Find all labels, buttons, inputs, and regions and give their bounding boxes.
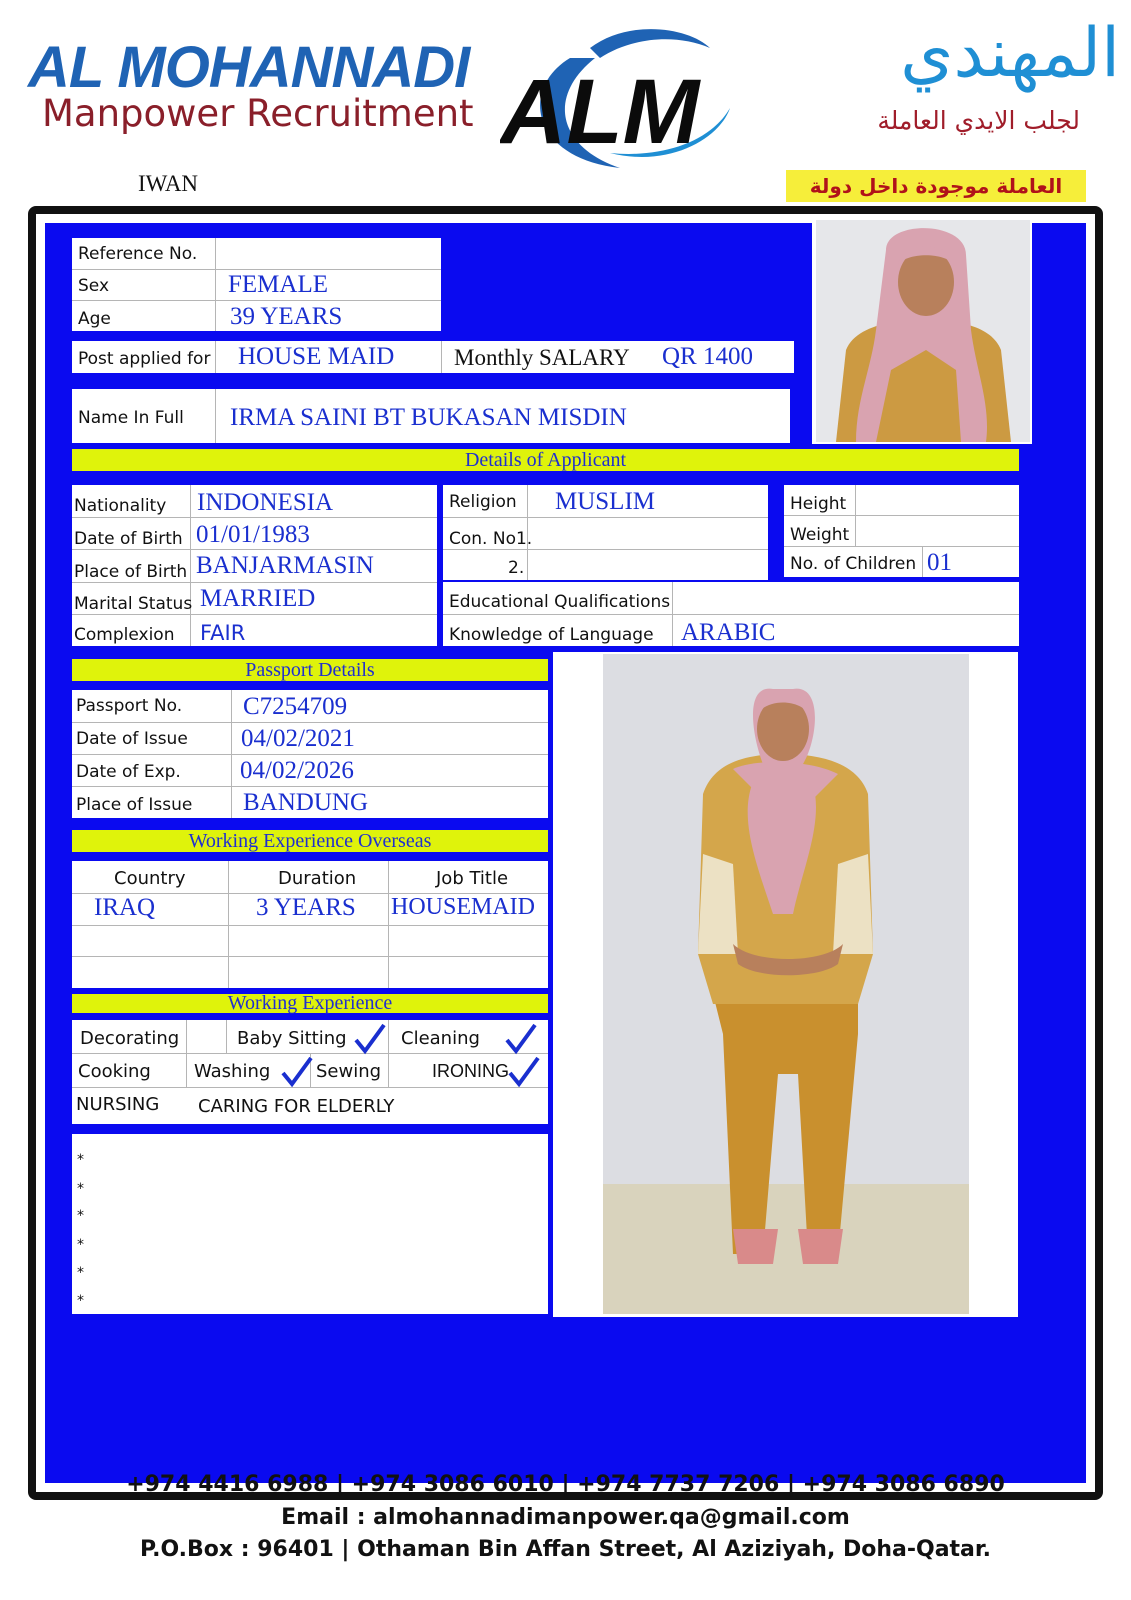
overseas-duration-value: 3 YEARS — [256, 894, 356, 921]
skill-washing: Washing — [194, 1061, 271, 1082]
marital-value: MARRIED — [200, 585, 316, 612]
name-value: IRMA SAINI BT BUKASAN MISDIN — [230, 404, 627, 431]
post-label: Post applied for — [78, 349, 211, 369]
agent-name: IWAN — [138, 171, 199, 196]
overseas-header-job: Job Title — [436, 868, 509, 889]
religion-label: Religion — [449, 492, 517, 512]
footer-phones: +974 4416 6988 | +974 3086 6010 | +974 7737 7206 | +974 3086 6890 — [126, 1472, 1005, 1497]
dob-label: Date of Birth — [74, 529, 183, 549]
height-label: Height — [790, 494, 847, 514]
reference-label: Reference No. — [78, 244, 198, 264]
logo-subtitle: Manpower Recruitment — [42, 92, 474, 135]
passport-band: Passport Details — [72, 659, 548, 681]
name-label: Name In Full — [78, 408, 184, 428]
check-mark-icon — [352, 1022, 388, 1056]
complexion-label: Complexion — [74, 625, 175, 645]
expiry-date-label: Date of Exp. — [76, 762, 181, 782]
issue-place-value: BANDUNG — [243, 789, 368, 816]
issue-date-value: 04/02/2021 — [241, 725, 355, 752]
skill-cleaning: Cleaning — [401, 1028, 480, 1049]
expiry-date-value: 04/02/2026 — [240, 757, 354, 784]
age-label: Age — [78, 309, 111, 329]
notes-box — [72, 1134, 548, 1314]
contact-1-label: Con. No1. — [449, 529, 533, 549]
overseas-header-duration: Duration — [278, 868, 357, 889]
age-value: 39 YEARS — [230, 303, 343, 330]
check-mark-icon — [279, 1055, 315, 1089]
pob-value: BANJARMASIN — [196, 552, 374, 579]
skill-ironing: IRONING — [432, 1061, 510, 1081]
company-logo-arabic — [740, 14, 1120, 154]
issue-place-label: Place of Issue — [76, 795, 193, 815]
company-logo-english — [28, 34, 498, 144]
nationality-label: Nationality — [74, 496, 167, 516]
weight-label: Weight — [790, 525, 850, 545]
language-label: Knowledge of Language — [449, 625, 654, 645]
marital-label: Marital Status — [74, 594, 193, 614]
applicant-full-body-photo — [603, 654, 969, 1314]
check-mark-icon — [506, 1055, 542, 1089]
children-label: No. of Children — [790, 554, 917, 574]
issue-date-label: Date of Issue — [76, 729, 188, 749]
sex-value: FEMALE — [228, 271, 328, 298]
note-bullet: * — [77, 1237, 84, 1253]
logo-arabic-title: المهندي — [900, 14, 1120, 93]
logo-arabic-subtitle: لجلب الايدي العاملة — [877, 106, 1080, 135]
skill-caring-elderly: CARING FOR ELDERLY — [198, 1096, 395, 1117]
overseas-header-country: Country — [114, 868, 186, 889]
salary-value: QR 1400 — [662, 343, 753, 370]
complexion-value: FAIR — [200, 621, 246, 645]
passport-number-value: C7254709 — [243, 693, 348, 720]
applicant-portrait-photo — [816, 220, 1030, 442]
overseas-country-value: IRAQ — [94, 894, 156, 921]
note-bullet: * — [77, 1265, 84, 1281]
alm-logo-mark — [500, 18, 735, 178]
dob-value: 01/01/1983 — [196, 521, 310, 548]
logo-mark-text: ALM — [500, 61, 700, 163]
pob-label: Place of Birth — [74, 562, 188, 582]
post-value: HOUSE MAID — [238, 343, 395, 370]
logo-title: AL MOHANNADI — [28, 35, 470, 100]
note-bullet: * — [77, 1152, 84, 1168]
contact-2-label: 2. — [508, 558, 525, 578]
education-label: Educational Qualifications — [449, 592, 671, 612]
passport-number-label: Passport No. — [76, 696, 183, 716]
skill-nursing: NURSING — [76, 1094, 160, 1115]
overseas-band: Working Experience Overseas — [72, 830, 548, 852]
note-bullet: * — [77, 1208, 84, 1224]
details-band: Details of Applicant — [72, 449, 1019, 471]
salary-label: Monthly SALARY — [454, 345, 630, 370]
note-bullet: * — [77, 1293, 84, 1309]
children-value: 01 — [927, 549, 952, 576]
nationality-value: INDONESIA — [197, 489, 334, 516]
skill-baby-sitting: Baby Sitting — [237, 1028, 347, 1049]
location-note: العاملة موجودة داخل دولة — [786, 170, 1086, 202]
note-bullet: * — [77, 1181, 84, 1197]
overseas-job-value: HOUSEMAID — [391, 894, 535, 920]
footer-address: P.O.Box : 96401 | Othaman Bin Affan Street, Al Aziziyah, Doha-Qatar. — [140, 1537, 991, 1562]
footer-email: Email : almohannadimanpower.qa@gmail.com — [281, 1505, 850, 1530]
skill-cooking: Cooking — [78, 1061, 151, 1082]
religion-value: MUSLIM — [555, 488, 656, 515]
language-value: ARABIC — [681, 619, 776, 646]
check-mark-icon — [503, 1022, 539, 1056]
skill-sewing: Sewing — [316, 1061, 382, 1082]
sex-label: Sex — [78, 276, 110, 296]
skill-decorating: Decorating — [80, 1028, 180, 1049]
experience-band: Working Experience — [72, 994, 548, 1013]
